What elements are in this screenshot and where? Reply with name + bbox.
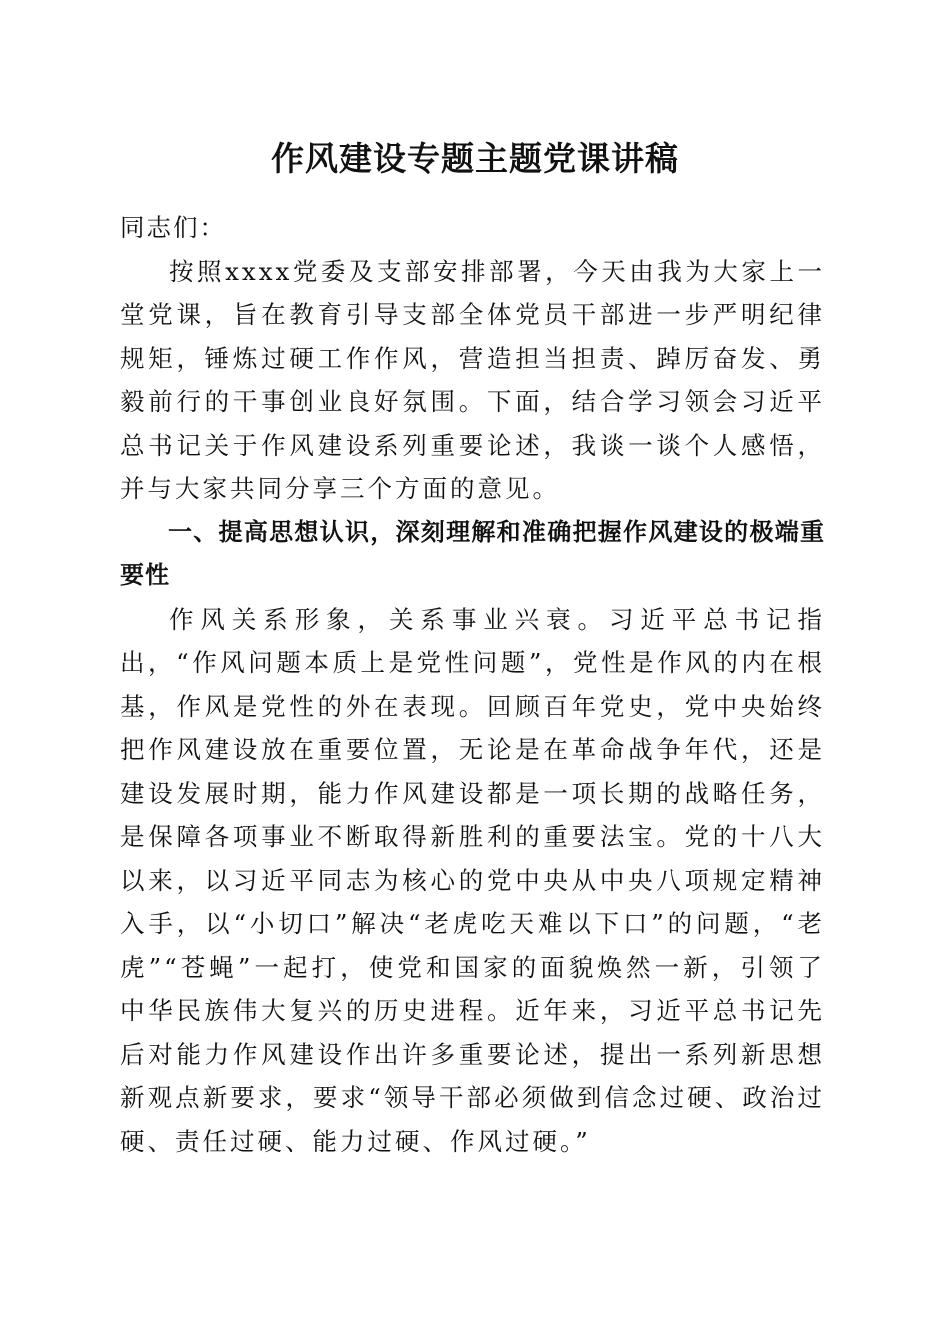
section-heading: 一、提高思想认识，深刻理解和准确把握作风建设的极端重要性: [120, 517, 825, 589]
intro-paragraph: 按照xxxx党委及支部安排部署，今天由我为大家上一堂党课，旨在教育引导支部全体党员干部进一步严明纪律规矩，锤炼过硬工作作风，营造担当担责、踔厉奋发、勇毅前行的干事创业良好氛围。下面，结合学习领会习近平总书记关于作风建设系列重要论述，我谈一谈个人感悟，并与大家共同分享三个方面的意见。: [120, 256, 825, 503]
document-body: [120, 206, 825, 1163]
salutation: 同志们：: [120, 213, 226, 242]
document-title: 作风建设专题主题党课讲稿: [271, 139, 679, 178]
section-paragraph: 作风关系形象，关系事业兴衰。习近平总书记指出，“作风问题本质上是党性问题”，党性是作风的内在根基，作风是党性的外在表现。回顾百年党史，党中央始终把作风建设放在重要位置，无论是在革命战争年代，还是建设发展时期，能力作风建设都是一项长期的战略任务，是保障各项事业不断取得新胜利的重要法宝。党的十八大以来，以习近平同志为核心的党中央从中央八项规定精神入手，以“小切口”解决“老虎吃天难以下口”的问题，“老虎”“苍蝇”一起打，使党和国家的面貌焕然一新，引领了中华民族伟大复兴的历史进程。近年来，习近平总书记先后对能力作风建设作出许多重要论述，提出一系列新思想新观点新要求，要求“领导干部必须做到信念过硬、政治过硬、责任过硬、能力过硬、作风过硬。”: [120, 604, 825, 1156]
